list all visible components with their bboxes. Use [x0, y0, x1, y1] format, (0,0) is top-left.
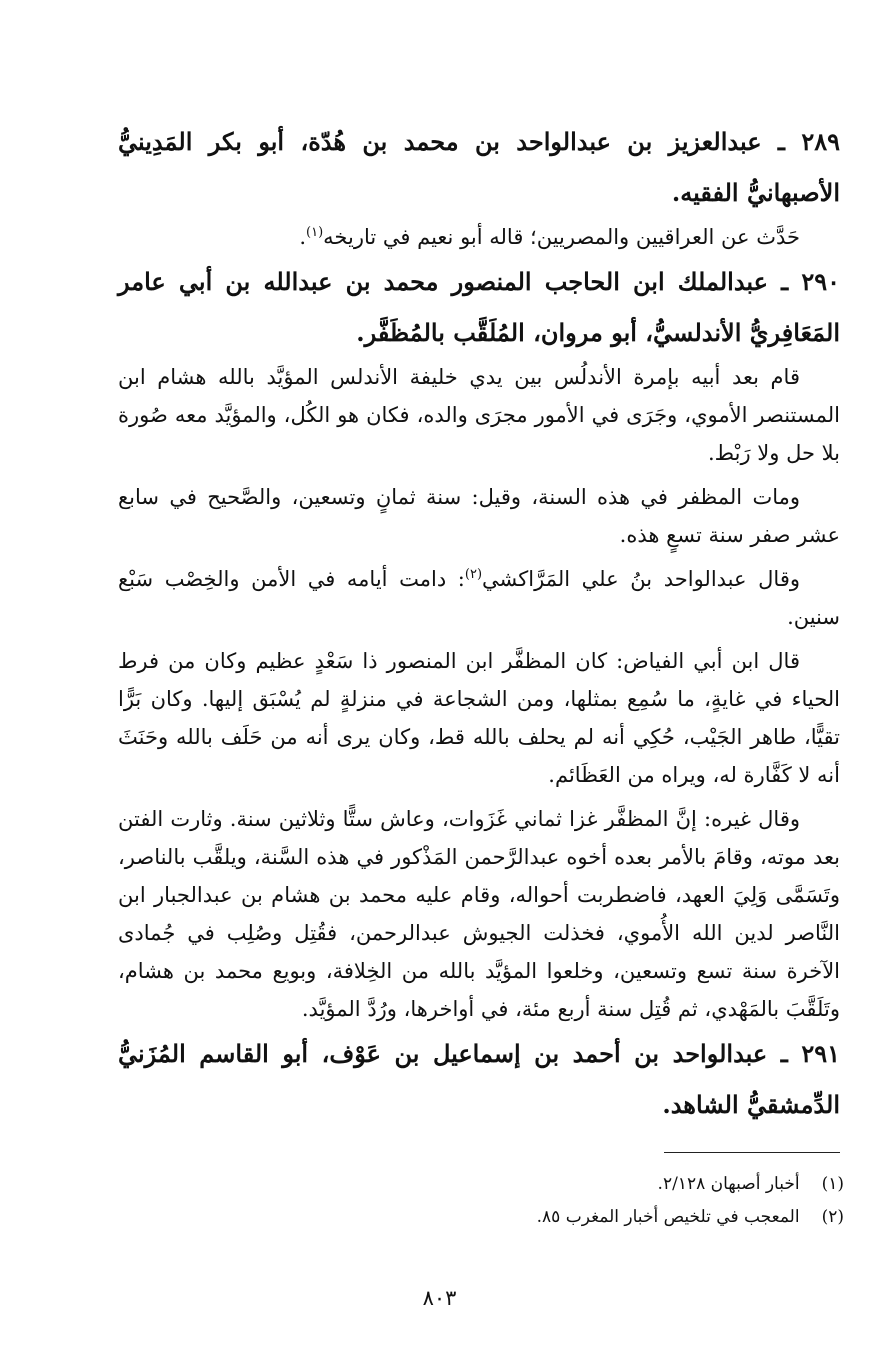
entry-290-paragraph-1: قام بعد أبيه بإمرة الأندلُس بين يدي خليفة الأندلس المؤيَّد بالله هشام ابن المستنصر الأموي، وجَرَى في الأمور مجرَى والده، فكان هو الكُل، والمؤيَّد معه صُورة بلا حل ولا رَبْط.: [118, 365, 840, 465]
footnote-number: (١): [821, 1174, 844, 1194]
paragraph-text-after: .: [299, 225, 307, 249]
entry-heading-289: ٢٨٩ ـ عبدالعزيز بن عبدالواحد بن محمد بن هُدّة، أبو بكر المَدِينيُّ الأصبهانيُّ الفقيه.: [118, 127, 840, 207]
paragraph-text-after: : دامت أيامه في الأمن والخِصْب سَبْع سنين.: [118, 567, 840, 629]
footnote-text: أخبار أصبهان ٢/١٢٨.: [657, 1174, 800, 1194]
entry-290-paragraph-2: ومات المظفر في هذه السنة، وقيل: سنة ثمانٍ وتسعين، والصَّحيح في سابع عشر صفر سنة تسعٍ هذه.: [118, 485, 840, 547]
entry-289-paragraph-1: [118, 218, 840, 256]
paragraph-text: وقال عبدالواحد بنُ علي المَرَّاكشي: [482, 567, 800, 591]
entry-290-paragraph-4: قال ابن أبي الفياض: كان المظفَّر ابن المنصور ذا سَعْدٍ عظيم وكان من فرط الحياء في غايةٍ، ما سُمِع بمثلها، ومن الشجاعة في منزلةٍ لم يُسْبَق إليها. وكان بَرًّا تقيًّا، طاهر الجَيْب، حُكِي أنه لم يحلف بالله قط، وكان يرى أنه من حَلَف بالله وحَنَثَ أنه لا كَفَّارة له، ويراه من العَظَائم.: [118, 649, 840, 787]
entry-290-paragraph-5: وقال غيره: إنَّ المظفَّر غزا ثماني غَزَوات، وعاش ستًّا وثلاثين سنة. وثارت الفتن بعد موته، وقامَ بالأمر بعده أخوه عبدالرَّحمن المَذْكور في هذه السَّنة، ويلقَّب بالناصر، وتَسَمَّى وَلِيَ العهد، فاضطربت أحواله، وقام عليه محمد بن هشام بن عبدالجبار ابن النَّاصر لدين الله الأُموي، فخذلت الجيوش عبدالرحمن، فقُتِل وصُلِب في جُمادى الآخرة سنة تسع وتسعين، وخلعوا المؤيَّد بالله من الخِلافة، وبويع محمد بن هشام، وتَلَقَّبَ بالمَهْدي، ثم قُتِل سنة أربع مئة، في أواخرها، ورُدَّ المؤيَّد.: [118, 807, 840, 1021]
footnotes: [118, 1168, 844, 1234]
footnote-2: [118, 1201, 844, 1234]
footnote-marker-2: (٢): [464, 567, 483, 582]
footnote-number: (٢): [821, 1207, 844, 1227]
footnote-divider: [664, 1152, 840, 1153]
footnote-text: المعجب في تلخيص أخبار المغرب ٨٥.: [536, 1207, 800, 1227]
footnote-1: [118, 1168, 844, 1201]
page-number: ٨٠٣: [422, 1286, 457, 1310]
paragraph-text: حَدَّث عن العراقيين والمصريين؛ قاله أبو نعيم في تاريخه: [323, 225, 800, 249]
entry-heading-290: ٢٩٠ ـ عبدالملك ابن الحاجب المنصور محمد بن عبدالله بن أبي عامر المَعَافِريُّ الأندلسيُّ، أبو مروان، المُلَقَّب بالمُظَفَّر.: [118, 267, 840, 347]
entry-290-paragraph-3: [118, 560, 840, 636]
footnote-marker-1: (١): [306, 225, 324, 240]
entry-heading-291: ٢٩١ ـ عبدالواحد بن أحمد بن إسماعيل بن عَوْف، أبو القاسم المُزَنيُّ الدِّمشقيُّ الشاهد.: [118, 1039, 840, 1119]
main-text-column: [118, 116, 840, 1130]
